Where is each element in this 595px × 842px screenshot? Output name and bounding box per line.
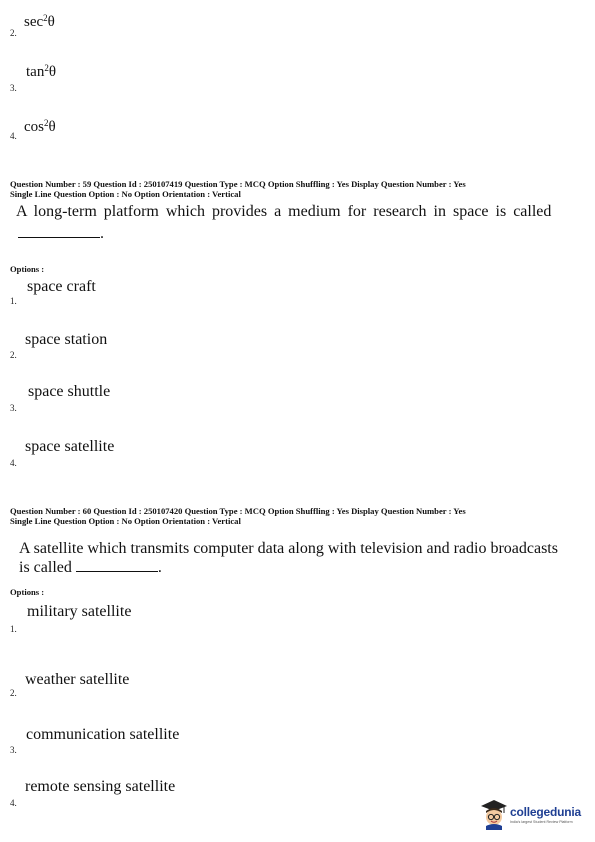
question-meta: Question Number : 60 Question Id : 250107420 Question Type : MCQ Option Shuffling : Yes Display Question Number : Yes [10, 506, 466, 516]
math-base: cos [24, 119, 44, 135]
option-number: 2. [10, 28, 17, 38]
answer-blank [76, 571, 158, 572]
collegedunia-logo [480, 798, 592, 832]
option-text[interactable]: space craft [27, 278, 96, 295]
options-label: Options : [10, 264, 45, 274]
option-number: 2. [10, 688, 17, 698]
option-number: 3. [10, 403, 17, 413]
option-text[interactable]: military satellite [27, 603, 132, 620]
question-meta: Question Number : 59 Question Id : 250107419 Question Type : MCQ Option Shuffling : Yes Display Question Number : Yes [10, 179, 466, 189]
option-math[interactable] [24, 119, 56, 136]
option-text[interactable]: remote sensing satellite [25, 778, 176, 795]
question-end: . [100, 225, 104, 242]
option-text[interactable]: communication satellite [26, 726, 180, 743]
option-text[interactable]: space station [25, 331, 108, 348]
options-label: Options : [10, 587, 45, 597]
question-text: A satellite which transmits computer data along with television and radio broadcasts [19, 540, 558, 557]
question-text: is called [19, 559, 72, 576]
option-text[interactable]: space shuttle [28, 383, 111, 400]
math-base: sec [24, 14, 44, 30]
student-mascot-icon [480, 798, 508, 830]
answer-blank [18, 237, 100, 238]
option-text[interactable]: weather satellite [25, 671, 130, 688]
question-meta: Single Line Question Option : No Option Orientation : Vertical [10, 516, 241, 526]
option-number: 1. [10, 296, 17, 306]
option-number: 4. [10, 798, 17, 808]
math-power: 2 [44, 63, 49, 73]
math-power: 2 [43, 13, 48, 23]
math-var: θ [48, 119, 56, 135]
question-meta: Single Line Question Option : No Option Orientation : Vertical [10, 189, 241, 199]
math-var: θ [48, 64, 57, 80]
logo-tagline: India's largest Student Review Platform [510, 820, 573, 824]
option-number: 1. [10, 624, 17, 634]
option-number: 4. [10, 458, 17, 468]
option-math[interactable] [26, 64, 56, 81]
option-text[interactable]: space satellite [25, 438, 115, 455]
option-number: 3. [10, 745, 17, 755]
question-text: A long-term platform which provides a medium for research in space is called [16, 203, 552, 220]
option-number: 4. [10, 131, 17, 141]
logo-name: collegedunia [510, 805, 581, 819]
math-power: 2 [44, 118, 49, 128]
question-blank-line [18, 224, 104, 243]
option-number: 2. [10, 350, 17, 360]
option-math[interactable] [24, 14, 55, 31]
math-var: θ [47, 14, 55, 30]
math-base: tan [26, 64, 45, 80]
option-number: 3. [10, 83, 17, 93]
question-end: . [157, 559, 162, 576]
question-text-line2 [19, 558, 162, 577]
